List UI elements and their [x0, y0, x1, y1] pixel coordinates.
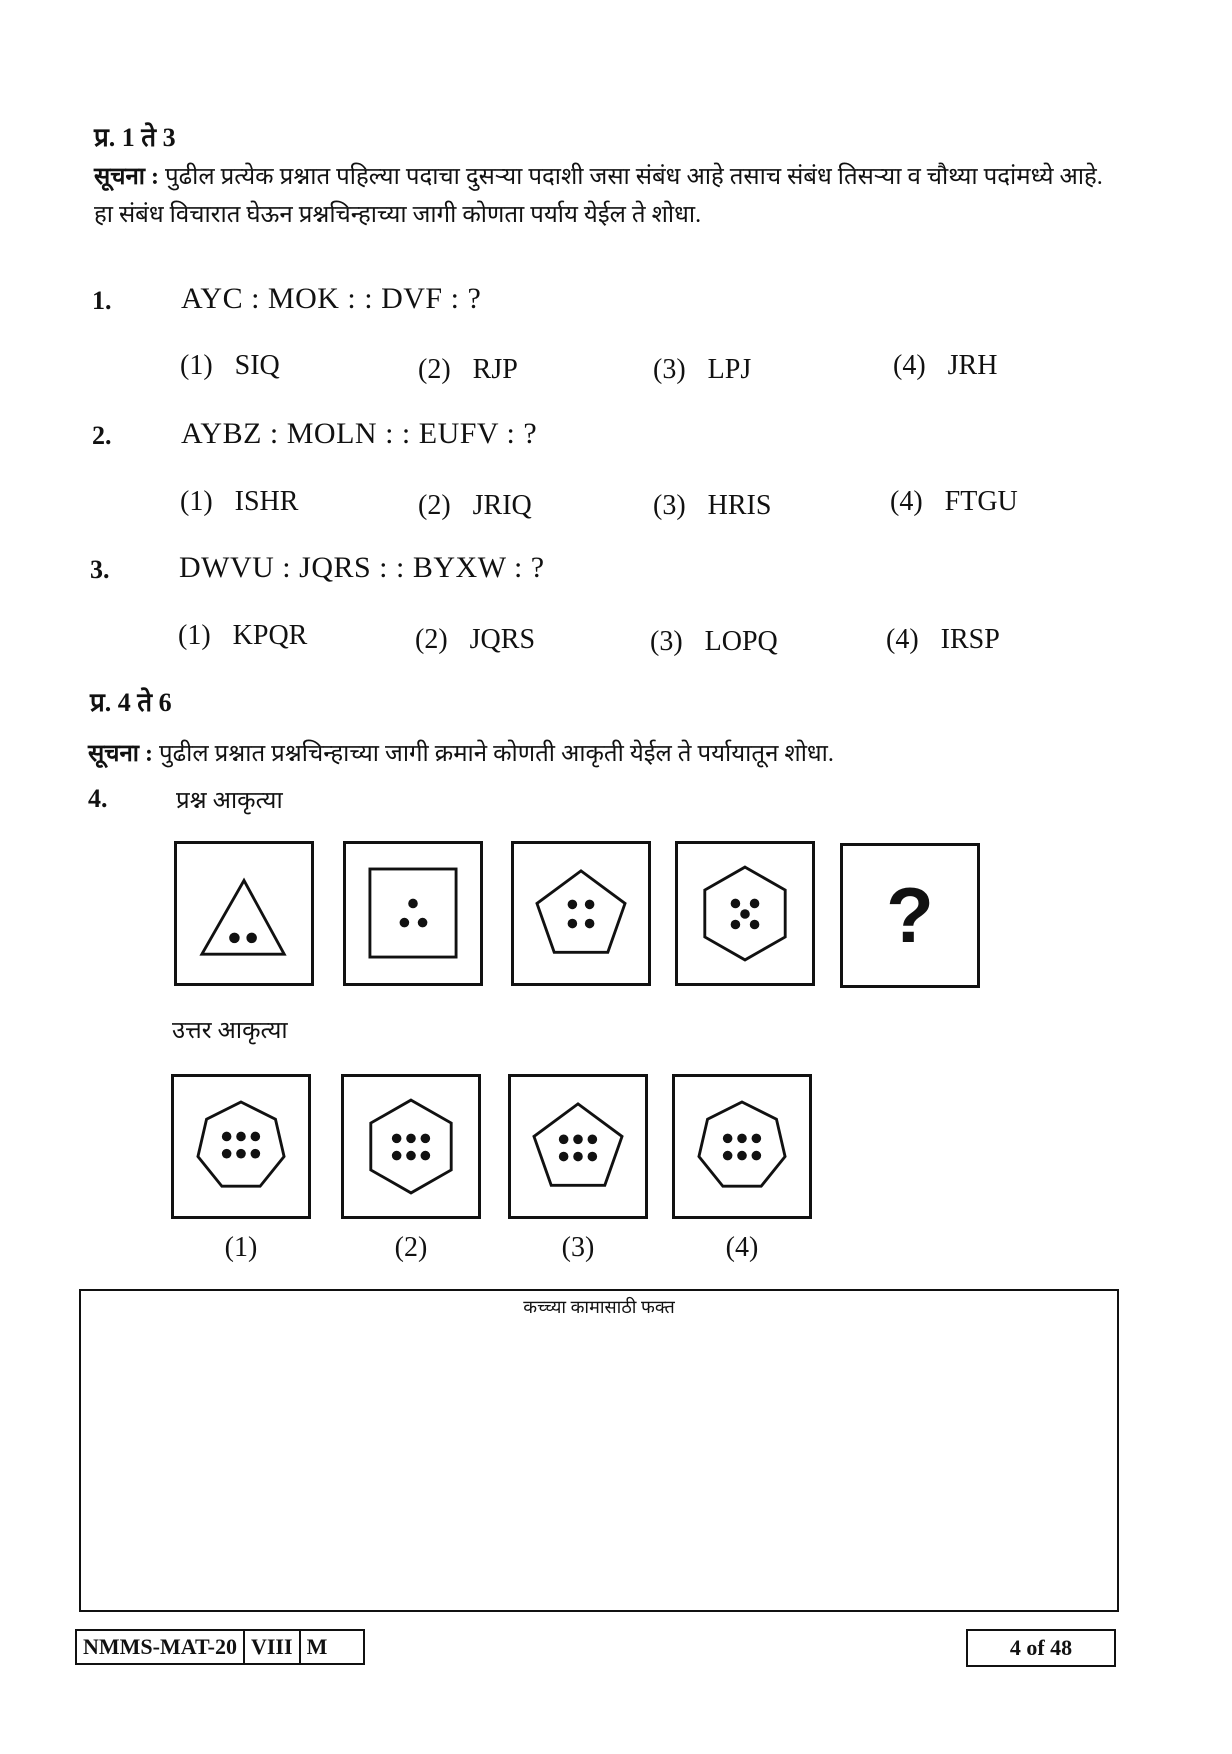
- option-number: (1): [180, 486, 213, 517]
- section-2-heading: प्र. 4 ते 6: [90, 688, 172, 717]
- option-2[interactable]: [418, 490, 532, 522]
- question-text: AYC : MOK : : DVF : ?: [181, 282, 482, 315]
- answer-figure-2[interactable]: [341, 1074, 481, 1219]
- option-number: (4): [890, 486, 923, 517]
- paper-class: VIII: [243, 1631, 299, 1663]
- option-3[interactable]: [653, 490, 771, 522]
- pentagon-four-dots-figure: [514, 844, 648, 983]
- option-1[interactable]: [180, 350, 280, 382]
- option-number: (3): [653, 490, 686, 521]
- answer-option-label-1: (1): [224, 1232, 258, 1263]
- answer-figures-label: उत्तर आकृत्या: [172, 1018, 288, 1044]
- answer-option-label-3: (3): [561, 1232, 595, 1263]
- question-number: 2.: [92, 421, 112, 450]
- option-text: HRIS: [707, 490, 772, 521]
- pentagon-six-dots-figure: [511, 1077, 645, 1216]
- option-2[interactable]: [418, 354, 518, 386]
- question-number: 1.: [92, 286, 112, 315]
- paper-code: NMMS-MAT-20: [83, 1634, 237, 1659]
- option-number: (4): [893, 350, 926, 381]
- section-1-notice: [94, 158, 1154, 234]
- notice-text: पुढील प्रश्नात प्रश्नचिन्हाच्या जागी क्रमाने कोणती आकृती येईल ते पर्यायातून शोधा.: [159, 741, 834, 767]
- answer-option-label-2: (2): [394, 1232, 428, 1263]
- paper-code-box: [75, 1629, 365, 1665]
- notice-line-1: पुढील प्रत्येक प्रश्नात पहिल्या पदाचा दुसऱ्या पदाशी जसा संबंध आहे तसाच संबंध तिसऱ्या व चौथ्या पदांमध्ये आहे.: [165, 164, 1103, 190]
- option-number: (1): [180, 350, 213, 381]
- question-number: 3.: [90, 555, 110, 584]
- answer-option-label-4: (4): [725, 1232, 759, 1263]
- problem-figure-5: [840, 843, 980, 988]
- answer-figure-1[interactable]: [171, 1074, 311, 1219]
- section-1-heading: प्र. 1 ते 3: [94, 123, 176, 152]
- question-mark: ?: [886, 871, 934, 959]
- option-text: RJP: [472, 354, 518, 385]
- option-number: (3): [653, 354, 686, 385]
- page-number: 4 of 48: [966, 1629, 1116, 1667]
- question-text: AYBZ : MOLN : : EUFV : ?: [181, 417, 538, 450]
- option-text: JQRS: [469, 624, 536, 655]
- option-3[interactable]: [650, 626, 778, 658]
- hexagon-six-dots-figure: [344, 1077, 478, 1216]
- hexagon-five-dots-figure: [678, 844, 812, 983]
- option-text: SIQ: [234, 350, 280, 381]
- answer-figure-4[interactable]: [672, 1074, 812, 1219]
- square-three-dots-figure: [346, 844, 480, 983]
- problem-figure-1: [174, 841, 314, 986]
- heptagon-six-dots-figure: [174, 1077, 308, 1216]
- option-text: LOPQ: [704, 626, 778, 657]
- option-4[interactable]: [890, 486, 1018, 518]
- option-2[interactable]: [415, 624, 535, 656]
- option-4[interactable]: [886, 624, 1000, 656]
- paper-medium: M: [299, 1631, 363, 1663]
- option-number: (2): [418, 354, 451, 385]
- option-number: (4): [886, 624, 919, 655]
- option-text: JRH: [947, 350, 998, 381]
- question-number: 4.: [88, 784, 108, 813]
- problem-figure-3: [511, 841, 651, 986]
- option-number: (2): [415, 624, 448, 655]
- option-text: FTGU: [944, 486, 1018, 517]
- option-1[interactable]: [178, 620, 307, 652]
- problem-figure-2: [343, 841, 483, 986]
- problem-figure-4: [675, 841, 815, 986]
- option-3[interactable]: [653, 354, 751, 386]
- option-number: (1): [178, 620, 211, 651]
- rough-work-box[interactable]: [79, 1289, 1119, 1612]
- notice-line-2: हा संबंध विचारात घेऊन प्रश्नचिन्हाच्या जागी कोणता पर्याय येईल ते शोधा.: [94, 202, 702, 228]
- triangle-two-dots-figure: [177, 844, 311, 983]
- rough-work-title: कच्च्या कामासाठी फक्त: [523, 1297, 675, 1317]
- option-text: LPJ: [707, 354, 752, 385]
- option-text: ISHR: [234, 486, 299, 517]
- notice-label: सूचना :: [94, 164, 159, 190]
- heptagon-six-dots-figure: [675, 1077, 809, 1216]
- option-number: (2): [418, 490, 451, 521]
- option-text: KPQR: [232, 620, 308, 651]
- problem-figures-label: प्रश्न आकृत्या: [176, 788, 283, 814]
- answer-figure-3[interactable]: [508, 1074, 648, 1219]
- option-4[interactable]: [893, 350, 997, 382]
- option-text: IRSP: [940, 624, 1000, 655]
- option-text: JRIQ: [472, 490, 532, 521]
- notice-label: सूचना :: [88, 741, 153, 767]
- section-2-notice: [88, 735, 1148, 773]
- option-number: (3): [650, 626, 683, 657]
- option-1[interactable]: [180, 486, 298, 518]
- question-text: DWVU : JQRS : : BYXW : ?: [179, 551, 545, 584]
